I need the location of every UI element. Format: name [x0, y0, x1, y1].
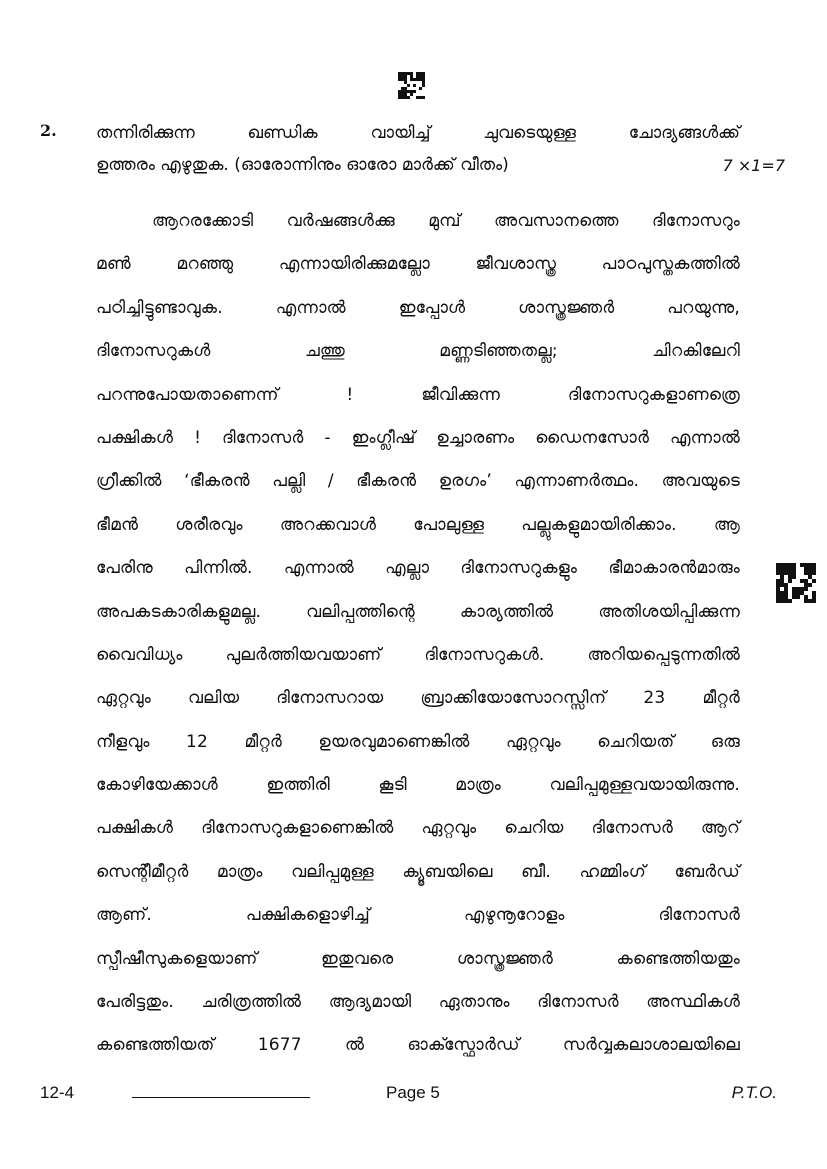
passage-line: ദിനോസറുകൾ ചത്തു മണ്ണടിഞ്ഞതല്ല; ചിറകിലേറി	[96, 341, 740, 362]
passage-line: അപകടകാരികളുമല്ല. വലിപ്പത്തിന്റെ കാര്യത്തിൽ അതിശയിപ്പിക്കുന്ന	[96, 601, 740, 622]
question-instruction-line2: ഉത്തരം എഴുതുക. (ഓരോന്നിനും ഓരോ മാർക്ക് വീതം)	[96, 155, 509, 175]
qr-code-top	[398, 72, 425, 99]
question-number: 2.	[40, 121, 57, 140]
passage-line: ഭീമൻ ശരീരവും അറക്കവാൾ പോലുള്ള പല്ലുകളുമായിരിക്കാം. ആ	[96, 514, 740, 535]
passage-line: പക്ഷികൾ ദിനോസറുകളാണെങ്കിൽ ഏറ്റവും ചെറിയ ദിനോസർ ആറ്	[96, 818, 740, 839]
passage-line: ആണ്. പക്ഷികളൊഴിച്ച് എഴുനൂറോളം ദിനോസർ	[96, 905, 740, 926]
passage-line: നീളവും 12 മീറ്റർ ഉയരവുമാണെങ്കിൽ ഏറ്റവും ചെറിയത് ഒരു	[96, 731, 740, 752]
passage-line: വൈവിധ്യം പുലർത്തിയവയാണ് ദിനോസറുകൾ. അറിയപ്പെടുന്നതിൽ	[96, 644, 740, 665]
passage-line: കോഴിയേക്കാൾ ഇത്തിരി കൂടി മാത്രം വലിപ്പമുള്ളവയായിരുന്നു.	[96, 775, 740, 796]
passage-line: മൺ മറഞ്ഞു എന്നായിരിക്കുമല്ലോ ജീവശാസ്ത്ര പാഠപുസ്തകത്തിൽ	[96, 254, 740, 275]
question-instruction-line1: തന്നിരിക്കുന്ന ഖണ്ഡിക വായിച്ച് ചുവടെയുള്ള ചോദ്യങ്ങൾക്ക്	[96, 123, 740, 143]
passage-line: ആറരക്കോടി വർഷങ്ങൾക്കു മുമ്പ് അവസാനത്തെ ദിനോസറും	[152, 211, 740, 231]
passage-line: പേരിട്ടതും. ചരിത്രത്തിൽ ആദ്യമായി ഏതാനും ദിനോസർ അസ്ഥികൾ	[96, 992, 740, 1013]
passage-line: ഏറ്റവും വലിയ ദിനോസറായ ബ്രാക്കിയോസോറസ്സിന് 23 മീറ്റർ	[96, 688, 740, 709]
passage-line: പക്ഷികൾ ! ദിനോസർ - ഇംഗ്ലീഷ് ഉച്ചാരണം ഡൈനസോർ എന്നാൽ	[96, 427, 740, 448]
page-number: Page 5	[386, 1083, 440, 1102]
passage-line: പറന്നുപോയതാണെന്ന് ! ജീവിക്കുന്ന ദിനോസറുകളാണത്രെ	[96, 384, 740, 405]
marks-allocation: 7 ×1=7	[722, 156, 785, 175]
passage-line: കണ്ടെത്തിയത് 1677 ൽ ഓക്സ്ഫോർഡ് സർവ്വകലാശാലയിലെ	[96, 1035, 740, 1056]
paper-code: 12-4	[40, 1083, 75, 1102]
footer-rule	[132, 1097, 310, 1098]
qr-code-side	[776, 563, 816, 603]
passage	[96, 207, 740, 1075]
passage-line: സെന്റീമീറ്റർ മാത്രം വലിപ്പമുള്ള ക്യൂബയിലെ ബീ. ഹമ്മിംഗ് ബേർഡ്	[96, 861, 740, 882]
passage-line: പഠിച്ചിട്ടുണ്ടാവുക. എന്നാൽ ഇപ്പോൾ ശാസ്ത്രജ്ഞർ പറയുന്നു,	[96, 297, 740, 318]
passage-line: സ്പീഷീസുകളെയാണ് ഇതുവരെ ശാസ്ത്രജ്ഞർ കണ്ടെത്തിയതും	[96, 948, 740, 969]
passage-line: പേരിനു പിന്നിൽ. എന്നാൽ എല്ലാ ദിനോസറുകളും ഭീമാകാരൻമാരും	[96, 558, 740, 579]
passage-line: ഗ്രീക്കിൽ ‘ഭീകരൻ പല്ലി / ഭീകരൻ ഉരഗം’ എന്നാണർത്ഥം. അവയുടെ	[96, 471, 740, 492]
please-turn-over: P.T.O.	[731, 1083, 777, 1102]
